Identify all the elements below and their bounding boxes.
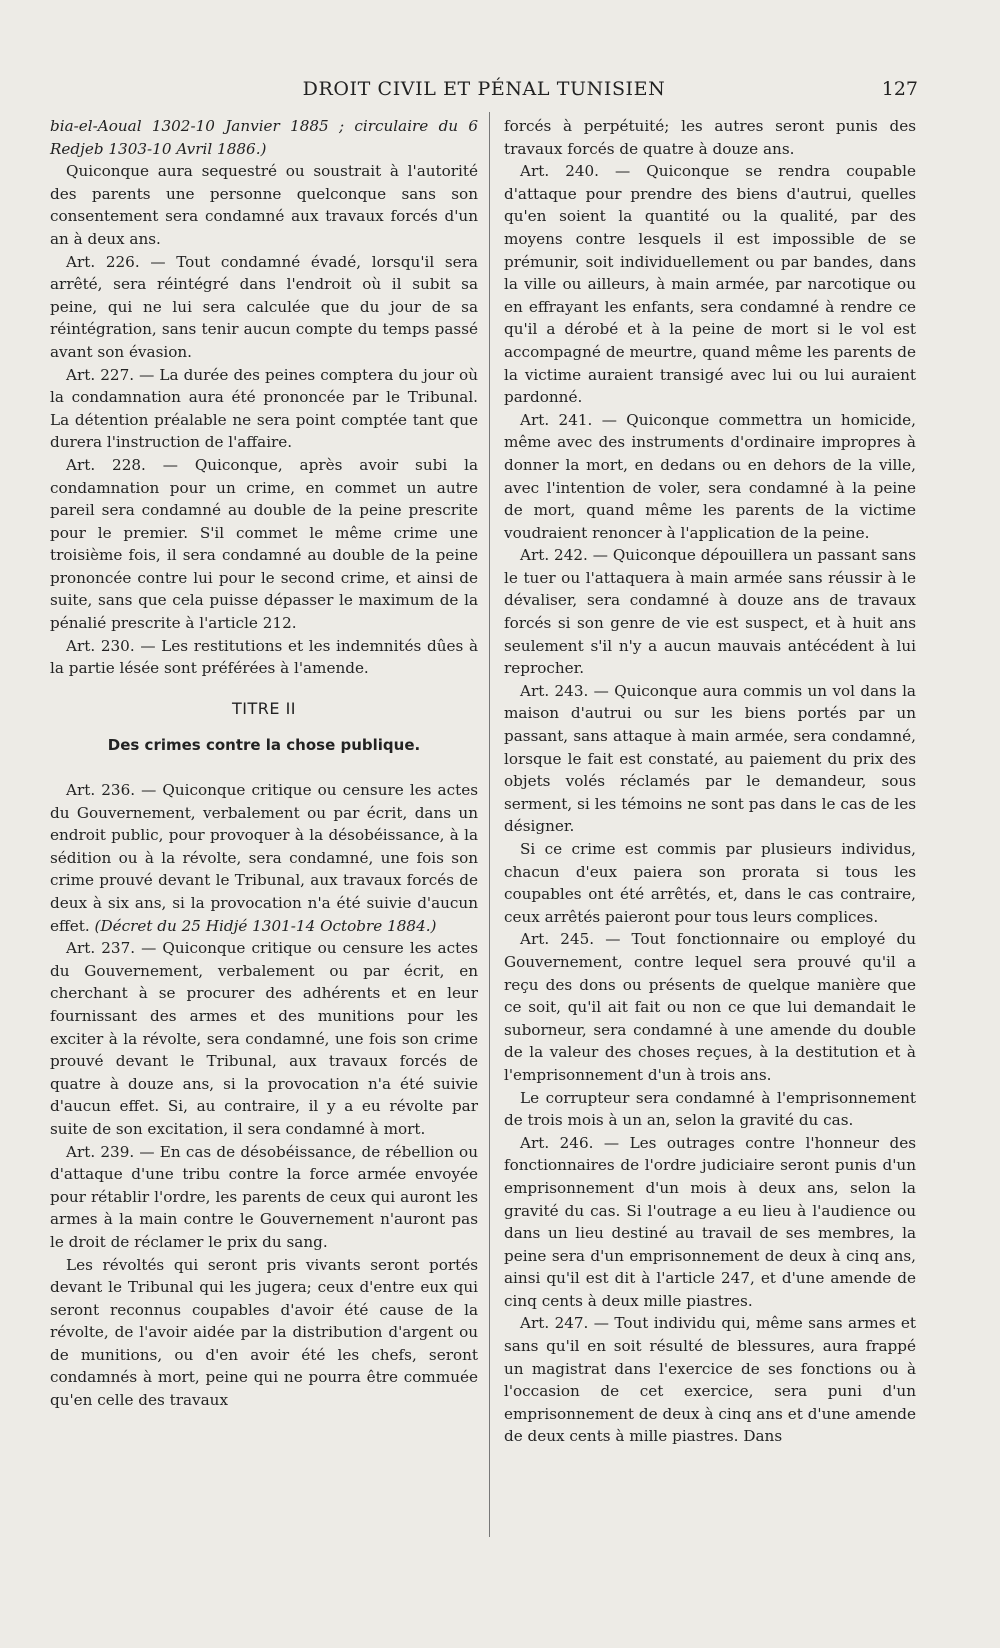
article-236-text: Art. 236. — Quiconque critique ou censure les actes du Gouvernement, verbalement ou par écrit, dans un endroit public, pour provoquer à la désobéissance, à la sédition ou à la révolte, sera condamné, une fois son crime prouvé devant le Tribunal, aux travaux forcés de deux à six ans, si la provocation n'a été suivie d'aucun effet. [50,781,478,935]
paragraph: Les révoltés qui seront pris vivants seront portés devant le Tribunal qui les jugera; ceux d'entre eux qui seront reconnus coupables d'avoir été cause de la révolte, de l'avoir aidée par la distribution d'argent ou de munitions, ou d'en avoir été les chefs, seront condamnés à mort, peine qui ne pourra être commuée qu'en celle des travaux [50,1255,478,1410]
paragraph: Quiconque aura sequestré ou soustrait à l'autorité des parents une personne quelconque sans son consentement sera condamné aux travaux forcés d'un an à deux ans. [50,162,478,248]
column-divider [489,112,490,1537]
running-title: DROIT CIVIL ET PÉNAL TUNISIEN [302,78,666,100]
article-230: Art. 230. — Les restitutions et les indemnités dûes à la partie lésée sont préférées à l'amende. [50,636,478,678]
article-247: Art. 247. — Tout individu qui, même sans armes et sans qu'il en soit résulté de blessures, aura frappé un magistrat dans l'exercice de ses fonctions ou à l'occasion de cet exercice, sera puni d'un emprisonnement de deux à cinq ans et d'une amende de deux cents à mille piastres. Dans [504,1314,916,1446]
article-236 [50,779,478,937]
article-227: Art. 227. — La durée des peines comptera du jour où la condamnation aura été prononcée par le Tribunal. La détention préalable ne sera point comptée tant que durera l'instruction de l'affaire. [50,365,478,452]
article-241: Art. 241. — Quiconque commettra un homicide, même avec des instruments d'ordinaire impropres à donner la mort, en dedans ou en dehors de la ville, avec l'intention de voler, sera condamné à la peine de mort, quand même les parents de la victime voudraient renoncer à l'application de la peine. [504,410,916,542]
paragraph-continuation: forcés à perpétuité; les autres seront punis des travaux forcés de quatre à douze ans. [504,117,916,158]
article-246: Art. 246. — Les outrages contre l'honneur des fonctionnaires de l'ordre judiciaire seront punis d'un emprisonnement d'un mois à deux ans, selon la gravité du cas. Si l'outrage a eu lieu à l'audience ou dans un lieu destiné au travail de ses membres, la peine sera d'un emprisonnement de deux à cinq ans, ainsi qu'il est dit à l'article 247, et d'une amende de cinq cents à deux mille piastres. [504,1133,916,1310]
section-title: TITRE II [231,698,296,718]
article-243: Art. 243. — Quiconque aura commis un vol dans la maison d'autrui ou sur les biens portés par un passant, sans attaque à main armée, sera condamné, lorsque le fait est constaté, au paiement du prix des objets volés réclamés par le demandeur, sous serment, si les témoins ne sont pas dans le cas de les désigner. [504,681,916,836]
page-number: 127 [881,78,918,100]
page-header [50,78,918,106]
right-column [504,115,916,1448]
decree-citation: (Décret du 25 Hidjé 1301-14 Octobre 1884.) [94,916,437,935]
article-245: Art. 245. — Tout fonctionnaire ou employé du Gouvernement, contre lequel sera prouvé qu'il a reçu des dons ou présents de quelque manière que ce soit, qu'il ait fait ou non ce que lui demandait le suborneur, sera condamné à une amende du double de la valeur des choses reçues, à la destitution et à l'emprisonnement d'un à trois ans. [504,930,916,1084]
section-subtitle: Des crimes contre la chose publique. [107,736,421,755]
article-226: Art. 226. — Tout condamné évadé, lorsqu'il sera arrêté, sera réintégré dans l'endroit où il subit sa peine, qui ne lui sera calculée que du jour de sa réintégration, sans tenir aucun compte du temps passé avant son évasion. [50,252,478,361]
left-column [50,115,478,1412]
article-240: Art. 240. — Quiconque se rendra coupable d'attaque pour prendre des biens d'autrui, quelles qu'en soient la quantité ou la qualité, par des moyens contre lesquels il est impossible de se prémunir, soit individuellement ou par bandes, dans la ville ou ailleurs, à main armée, par narcotique ou en effrayant les enfants, sera condamné à rendre ce qu'il a dérobé et à la peine de mort si le vol est accompagné de meurtre, quand même les parents de la victime auraient transigé avec lui ou lui auraient pardonné. [504,162,916,407]
article-228: Art. 228. — Quiconque, après avoir subi la condamnation pour un crime, en commet un autre pareil sera condamné au double de la peine prescrite pour le premier. S'il commet le même crime une troisième fois, il sera condamné au double de la peine prononcée contre lui pour le second crime, et ainsi de suite, sans que cela puisse dépasser le maximum de la pénalié prescrite à l'article 212. [50,455,478,633]
article-242: Art. 242. — Quiconque dépouillera un passant sans le tuer ou l'attaquera à main armée sans réussir à le dévaliser, sera condamné à douze ans de travaux forcés si son genre de vie est suspect, et à huit ans seulement s'il n'y a aucun mauvais antécédent à lui reprocher. [504,546,916,678]
paragraph: Si ce crime est commis par plusieurs individus, chacun d'eux paiera son prorata si tous les coupables ont été arrêtés, et, dans le cas contraire, ceux arrêtés paieront pour tous leurs complices. [504,840,916,926]
citation-continuation: bia-el-Aoual 1302-10 Janvier 1885 ; circulaire du 6 Redjeb 1303-10 Avril 1886.) [50,117,478,158]
article-239: Art. 239. — En cas de désobéissance, de rébellion ou d'attaque d'une tribu contre la force armée envoyée pour rétablir l'ordre, les parents de ceux qui auront les armes à la main contre le Gouvernement n'auront pas le droit de réclamer le prix du sang. [50,1142,478,1251]
article-237: Art. 237. — Quiconque critique ou censure les actes du Gouvernement, verbalement ou par écrit, en cherchant à se procurer des adhérents et en leur fournissant des armes et des munitions pour les exciter à la révolte, sera condamné, une fois son crime prouvé devant le Tribunal, aux travaux forcés de quatre à douze ans, si la provocation n'a été suivie d'aucun effet. Si, au contraire, il y a eu révolte par suite de son excitation, il sera condamné à mort. [50,939,478,1138]
paragraph: Le corrupteur sera condamné à l'emprisonnement de trois mois à un an, selon la gravité du cas. [504,1088,916,1130]
